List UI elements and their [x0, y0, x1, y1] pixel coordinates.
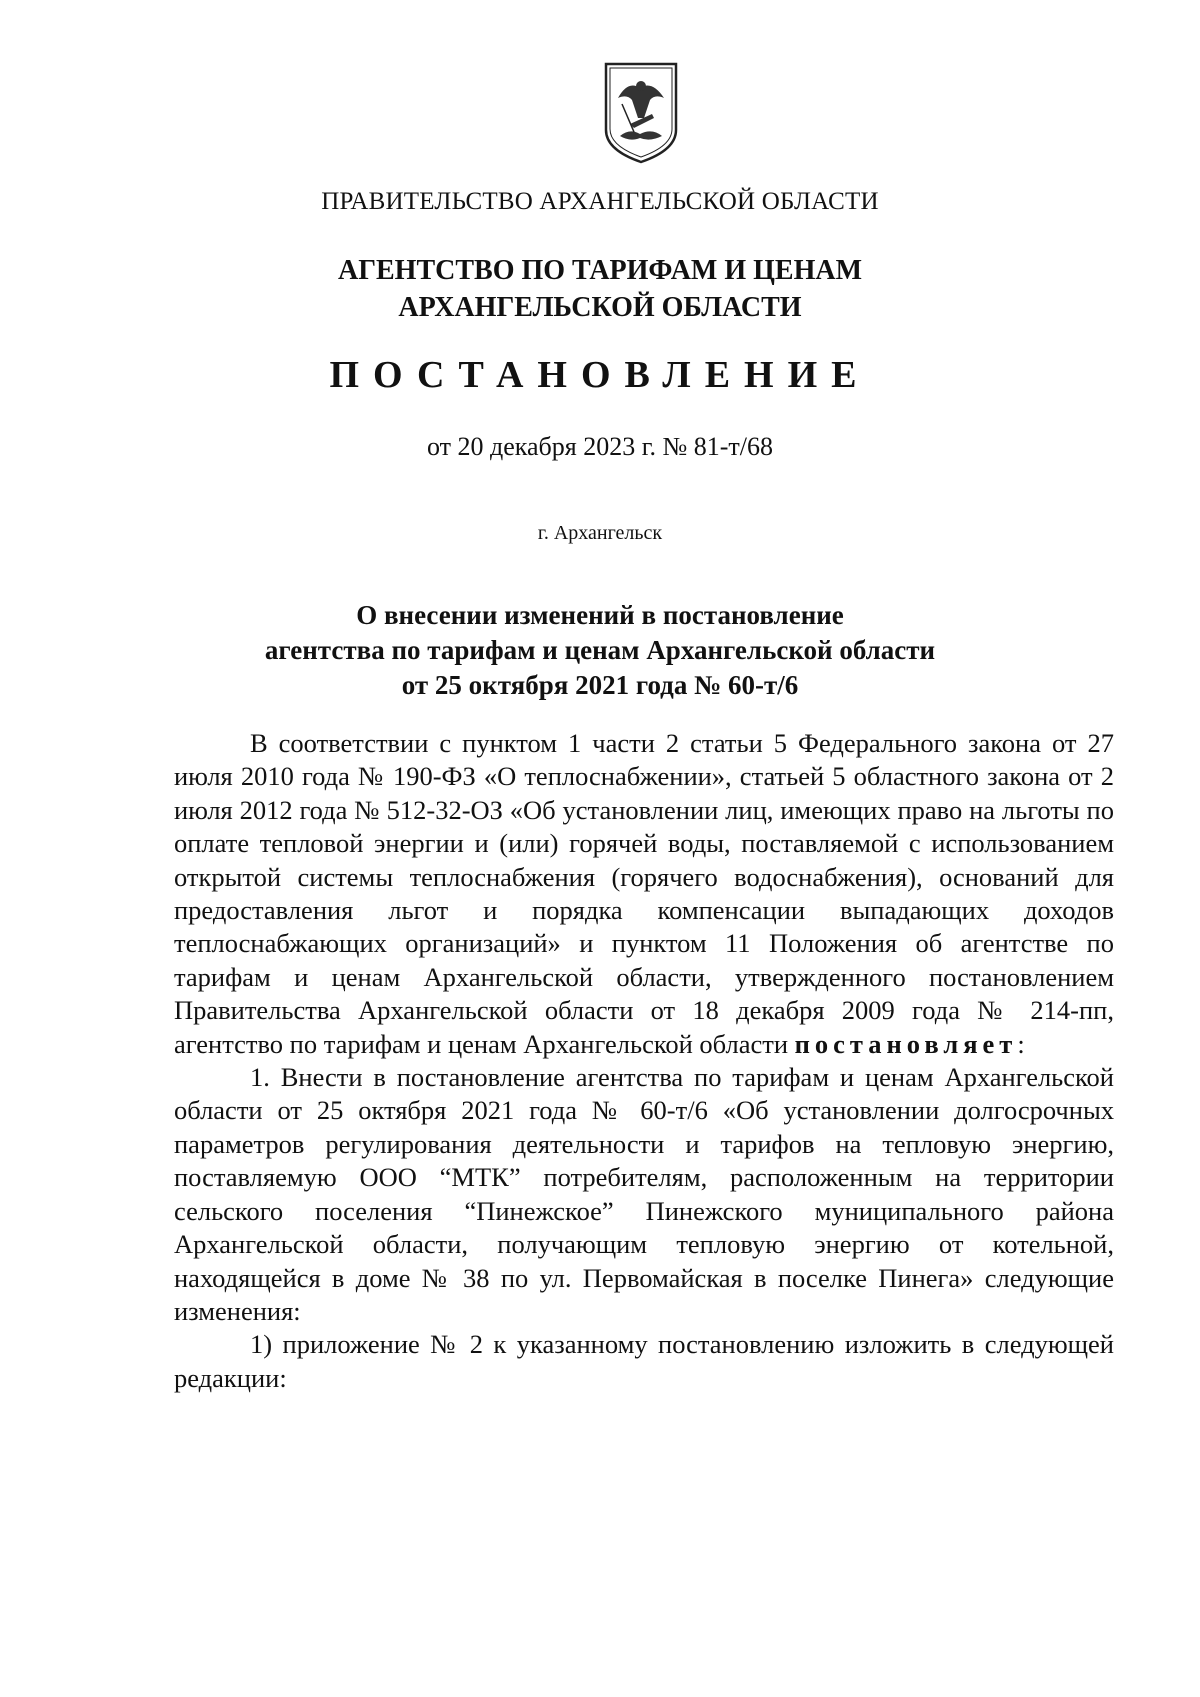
subject-line2: агентства по тарифам и ценам Архангельской области [264, 635, 936, 665]
document-city: г. Архангельск [537, 522, 663, 544]
document-subject [0, 598, 1200, 703]
preamble-colon: : [1017, 1028, 1025, 1059]
subject-line3: от 25 октября 2021 года № 60-т/6 [401, 670, 799, 700]
document-date-number: от 20 декабря 2023 г. № 81-т/68 [426, 432, 774, 461]
coat-of-arms-icon [600, 58, 682, 166]
resolving-verb: постановляет [794, 1028, 1018, 1059]
subject-line1: О внесении изменений в постановление [356, 600, 844, 630]
government-title: ПРАВИТЕЛЬСТВО АРХАНГЕЛЬСКОЙ ОБЛАСТИ [321, 188, 879, 215]
agency-title-line1: АГЕНТСТВО ПО ТАРИФАМ И ЦЕНАМ [337, 255, 863, 286]
document-body [174, 727, 1114, 1395]
preamble-paragraph [174, 727, 1114, 1061]
item-1-paragraph: 1. Внести в постановление агентства по тарифам и ценам Архангельской области от 25 октября 2021 года № 60-т/6 «Об установлении долгосрочных параметров регулирования деятельности и тарифов на тепловую энергию, поставляемую ООО “МТК” потребителям, расположенным на территории сельского поселения “Пинежское” Пинежского муниципального района Архангельской области, получающим тепловую энергию от котельной, находящейся в доме № 38 по ул. Первомайская в поселке Пинега» следующие изменения: [174, 1062, 1114, 1326]
document-type: ПОСТАНОВЛЕНИЕ [329, 354, 871, 396]
agency-title [0, 252, 1200, 326]
agency-title-line2: АРХАНГЕЛЬСКОЙ ОБЛАСТИ [398, 292, 802, 323]
item-1-1-paragraph: 1) приложение № 2 к указанному постановлению изложить в следующей редакции: [174, 1329, 1114, 1393]
preamble-text: В соответствии с пунктом 1 части 2 статьи 5 Федерального закона от 27 июля 2010 года № 190-ФЗ «О теплоснабжении», статьей 5 областного закона от 2 июля 2012 года № 512-32-ОЗ «Об установлении лиц, имеющих право на льготы по оплате тепловой энергии и (или) горячей воды, поставляемой с использованием открытой системы теплоснабжения (горячего водоснабжения), оснований для предоставления льгот и порядка компенсации выпадающих доходов теплоснабжающих организаций» и пунктом 11 Положения об агентстве по тарифам и ценам Архангельской области, утвержденного постановлением Правительства Архангельской области от 18 декабря 2009 года № 214-пп, агентство по тарифам и ценам Архангельской области [174, 728, 1114, 1059]
